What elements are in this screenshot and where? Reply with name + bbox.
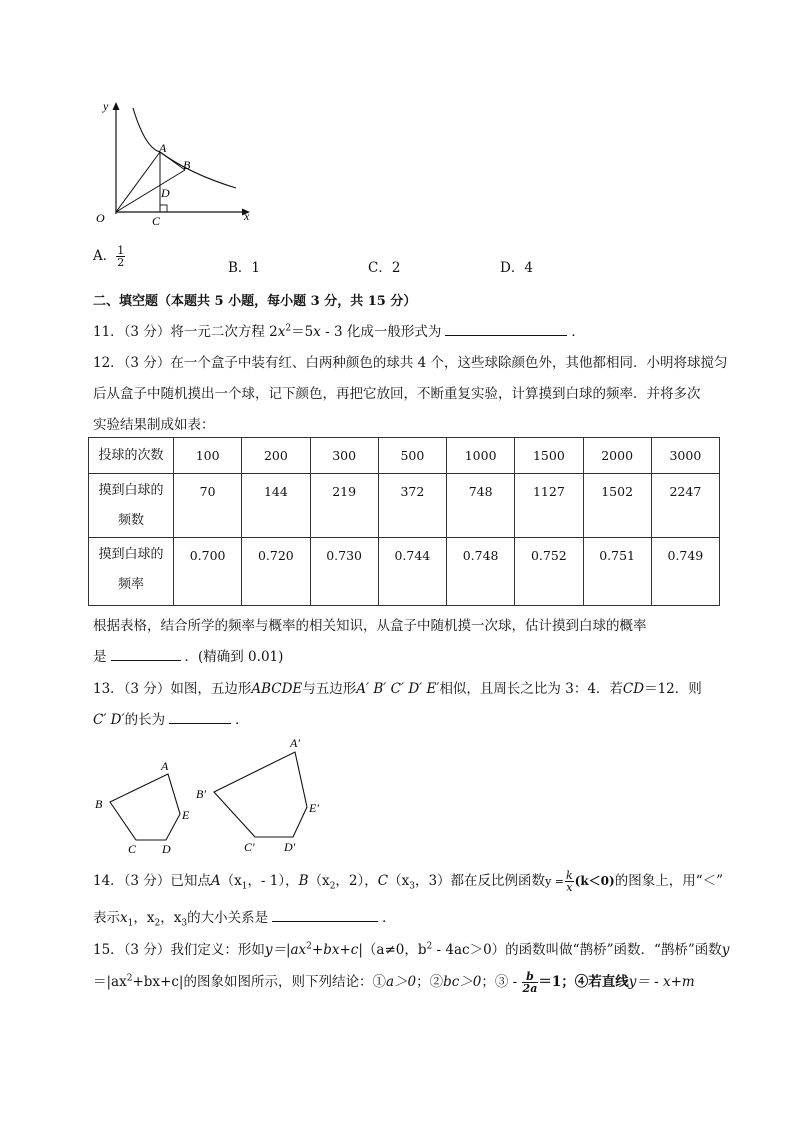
q13-abcde: ABCDE: [251, 681, 303, 697]
row-header: [89, 474, 174, 538]
q12-line3: 实验结果制成如表：: [93, 417, 215, 433]
q12-answer-blank[interactable]: [111, 646, 181, 661]
table-cell: 0.720: [242, 538, 310, 606]
q10-graph: [90, 96, 260, 231]
q11-text-after: - 3 化成一般形式为: [320, 324, 442, 340]
q14-text-1: 已知点: [170, 873, 211, 889]
q15-sup-3: 2: [126, 973, 133, 984]
segment-OA: [116, 152, 160, 212]
q13-pentagons-figure: [90, 732, 340, 857]
q14-point-C: C: [377, 873, 389, 889]
label-y: y: [103, 99, 109, 113]
q10-option-a-label: A．: [93, 248, 117, 264]
label-A: A: [161, 759, 169, 773]
table-cell: 300: [310, 438, 378, 474]
q12-after-line1: 根据表格，结合所学的频率与概率的相关知识，从盒子中随机摸一次球，估计摸到白球的概率: [93, 618, 647, 634]
table-cell: 0.730: [310, 538, 378, 606]
right-angle-mark: [160, 205, 167, 212]
label-A: A: [159, 141, 167, 155]
q15-l2a: ＝|ax: [93, 974, 127, 990]
q15-y: y: [721, 942, 730, 958]
q14-line2: [93, 906, 396, 929]
q15-l2c: ；②: [416, 974, 444, 990]
q13-text-c: 相似，且周长之比为 3：4．若: [439, 681, 623, 697]
q13-text-2: 的长为: [124, 712, 166, 728]
q14-condition: (k＜0): [574, 874, 615, 888]
q12-after-text-a: 是: [93, 649, 107, 665]
q13-line1: [93, 677, 702, 697]
q15-cond-2: - 4ac＞0）的函数叫做“鹊桥”函数．“鹊桥”函数: [432, 942, 722, 958]
table-row: [89, 474, 720, 538]
y-axis-arrow: [113, 102, 120, 110]
q14-sub2: 2: [329, 881, 336, 892]
fraction-denominator: x: [566, 881, 573, 894]
label-C: C: [128, 842, 137, 856]
q15-fraction: [522, 971, 539, 994]
q12-after-line2: [93, 645, 283, 665]
table-cell: 70: [174, 474, 242, 538]
table-cell: 1127: [515, 474, 583, 538]
q15-score: （3 分）: [123, 942, 171, 958]
q15-sup-2: 2: [426, 941, 433, 952]
q11-text-before: 将一元二次方程 2: [170, 324, 278, 340]
fraction-numerator: 1: [117, 244, 125, 257]
q14-line1: [93, 869, 723, 893]
q10-option-d: D．4: [500, 260, 533, 276]
table-cell: 200: [242, 438, 310, 474]
q14-line2-a: 表示: [93, 910, 120, 926]
q11-number: 11．: [93, 324, 124, 340]
q12-score: （3 分）: [123, 355, 171, 371]
q12-line2: 后从盒子中随机摸出一个球，记下颜色，再把它放回，不断重复实验，计算摸到白球的频率．并将多次: [93, 386, 701, 402]
q12-text-line1: 在一个盒子中装有红、白两种颜色的球共 4 个，这些球除颜色外，其他都相同．小明将球搅匀: [170, 355, 728, 371]
q11-answer-blank[interactable]: [445, 321, 567, 336]
q14-sub1: 1: [241, 881, 248, 892]
q12-line1: [93, 351, 728, 371]
label-O: O: [96, 211, 105, 225]
segment-OB: [116, 170, 185, 212]
table-cell: 1000: [447, 438, 515, 474]
q14-var-x: x: [120, 910, 128, 926]
pentagon-prime: [214, 752, 307, 837]
table-row: [89, 538, 720, 606]
table-cell: 500: [378, 438, 446, 474]
label-x: x: [244, 209, 250, 223]
table-cell: 0.748: [447, 538, 515, 606]
q12-number: 12．: [93, 355, 124, 371]
q11-end: ．: [571, 324, 585, 340]
table-cell: 2247: [651, 474, 719, 538]
table-cell: 372: [378, 474, 446, 538]
table-cell: 219: [310, 474, 378, 538]
fraction-denominator: 2: [117, 256, 125, 269]
q10-option-b: B．1: [228, 260, 261, 276]
q12-after-text-b: ．(精确到 0.01): [184, 649, 284, 665]
table-cell: 100: [174, 438, 242, 474]
row-header-line1: 摸到白球的: [98, 547, 164, 562]
q15-line1: [93, 938, 729, 958]
label-D-prime: D′: [284, 840, 296, 854]
q14-line2-b: 的大小关系是: [187, 910, 269, 926]
q14-number: 14．: [93, 873, 124, 889]
q11-var: x: [277, 324, 286, 340]
row-header-line2: 频率: [117, 577, 144, 592]
q14-text-2: 的图象上，用“＜”: [614, 873, 724, 889]
fraction-numerator: b: [522, 971, 539, 983]
q13-cd: CD: [622, 681, 645, 697]
table-cell: 748: [447, 474, 515, 538]
table-cell: 0.751: [583, 538, 651, 606]
label-E-prime: E′: [309, 801, 319, 815]
label-B: B: [95, 797, 103, 811]
table-cell: 1502: [583, 474, 651, 538]
q14-v3: 3: [181, 918, 188, 929]
q11-var-2: x: [313, 324, 321, 340]
q11-superscript: 2: [285, 323, 292, 334]
row-header-line1: 摸到白球的: [98, 483, 164, 498]
fraction-denominator: 2a: [522, 982, 538, 995]
label-E: E: [182, 808, 190, 822]
row-header: [89, 538, 174, 606]
q15-conclusion-1: a＞0: [385, 974, 417, 990]
q14-comma2: ，x: [160, 910, 182, 926]
q11-text-mid: ＝5: [291, 324, 314, 340]
row-header: 投球的次数: [89, 438, 174, 474]
q14-fraction: [565, 870, 574, 893]
fraction-numerator: k: [566, 869, 573, 882]
q14-pc2: ，3）都在反比例函数: [414, 873, 546, 889]
table-cell: 0.744: [378, 538, 446, 606]
q10-option-a: [93, 244, 125, 268]
q10-option-c: C．2: [368, 260, 401, 276]
q14-pb: （x: [308, 873, 330, 889]
table-cell: 144: [242, 474, 310, 538]
q14-end: ．: [382, 910, 396, 926]
q10-option-a-fraction: [116, 245, 125, 268]
q15-line-equation: y＝ - x+m: [628, 974, 695, 990]
table-cell: 2000: [583, 438, 651, 474]
q14-comma1: ，x: [133, 910, 155, 926]
q15-conclusion-2: bc＞0: [443, 974, 482, 990]
q13-end: ．: [235, 712, 249, 728]
q14-pa: （x: [220, 873, 242, 889]
q15-sup: 2: [306, 941, 312, 952]
q14-pc: （x: [388, 873, 410, 889]
q13-text-d: ＝12．则: [644, 681, 702, 697]
label-A-prime: A′: [290, 736, 300, 750]
q15-line2: [93, 970, 695, 994]
q13-text-b: 与五边形: [302, 681, 357, 697]
q14-sub3: 3: [409, 881, 415, 892]
q14-y-equals: y =: [545, 875, 564, 888]
q15-l2b: +bx+c|的图象如图所示，则下列结论：①: [132, 974, 386, 990]
frequency-table: [88, 437, 720, 606]
q14-pa2: ，- 1），: [247, 873, 299, 889]
q15-func: y＝|ax: [264, 942, 307, 958]
q13-prime-polygon: A′ B′ C′ D′ E′: [356, 681, 440, 697]
q15-eq: ＝1；④若直线: [538, 974, 629, 990]
q13-text-a: 如图，五边形: [170, 681, 252, 697]
table-row: [89, 438, 720, 474]
table-cell: 0.752: [515, 538, 583, 606]
table-cell: 0.700: [174, 538, 242, 606]
pentagon-ABCDE: [110, 774, 180, 840]
label-C-prime: C′: [244, 840, 255, 854]
q14-point-B: B: [298, 873, 309, 889]
label-D: D: [161, 186, 170, 200]
row-header-line2: 频数: [117, 513, 144, 528]
q15-l2d: ；③: [481, 974, 509, 990]
table-cell: 3000: [651, 438, 719, 474]
section-2-title: 二、填空题（本题共 5 小题，每小题 3 分，共 15 分）: [93, 294, 417, 309]
q15-cond: （a≠0，b: [362, 942, 427, 958]
q14-point-A: A: [210, 873, 221, 889]
label-C: C: [152, 214, 161, 228]
q14-v1: 1: [127, 918, 134, 929]
q15-minus: -: [508, 974, 522, 990]
label-B-prime: B′: [196, 787, 206, 801]
hyperbola-curve: [133, 108, 236, 188]
q13-cd-prime: C′ D′: [93, 712, 125, 728]
q13-line2: [93, 708, 249, 728]
table-cell: 1500: [515, 438, 583, 474]
q15-text-1: 我们定义：形如: [170, 942, 265, 958]
q13-score: （3 分）: [123, 681, 171, 697]
q14-v2: 2: [154, 918, 161, 929]
q15-func-2: +bx+c|: [311, 942, 363, 958]
q13-answer-blank[interactable]: [169, 709, 231, 724]
label-B: B: [183, 158, 191, 172]
label-D: D: [162, 842, 171, 856]
q14-answer-blank[interactable]: [272, 907, 378, 922]
q11-score: （3 分）: [123, 324, 171, 340]
q13-number: 13．: [93, 681, 124, 697]
q15-number: 15．: [93, 942, 124, 958]
table-cell: 0.749: [651, 538, 719, 606]
q14-score: （3 分）: [123, 873, 171, 889]
q14-pb2: ，2），: [335, 873, 378, 889]
q11: [93, 320, 585, 340]
